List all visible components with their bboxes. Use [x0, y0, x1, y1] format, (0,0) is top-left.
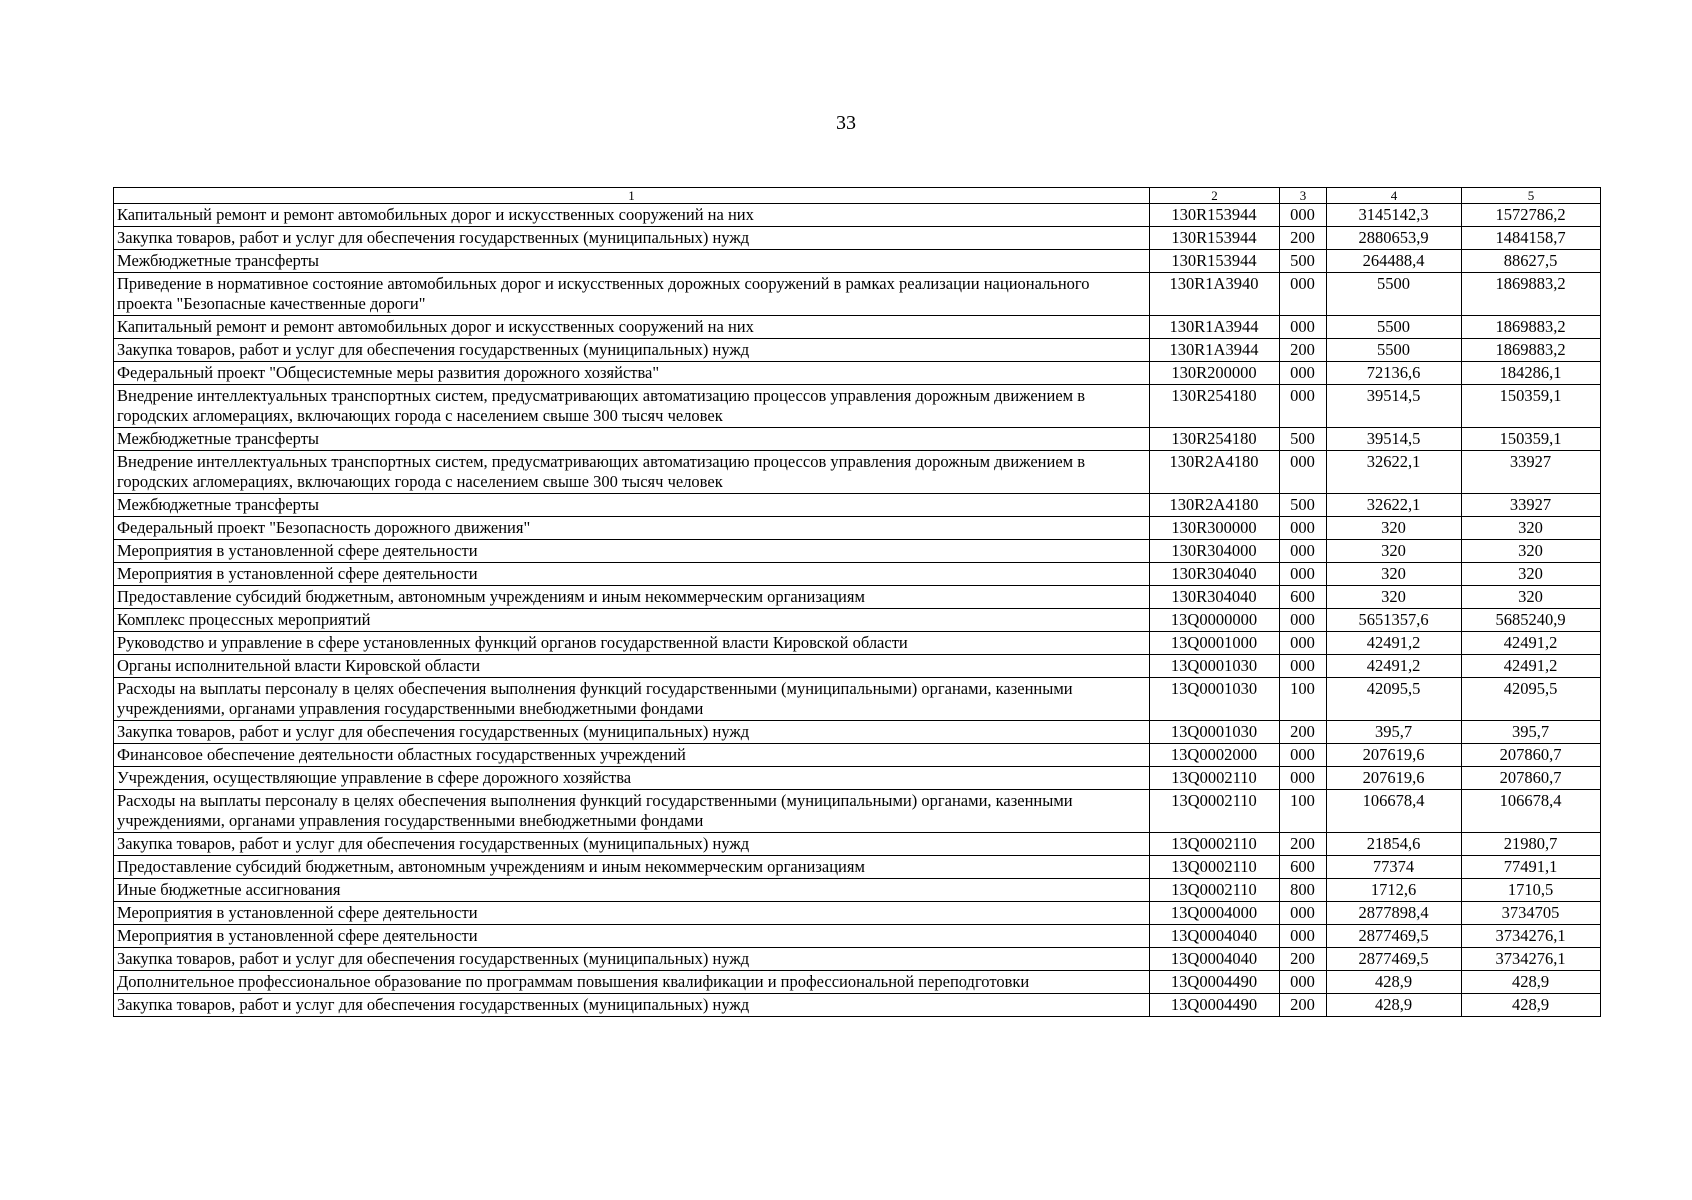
row-value-col5-cell: 3734276,1 [1462, 948, 1601, 971]
table-row [114, 385, 1601, 428]
row-name-cell: Комплекс процессных мероприятий [114, 609, 1150, 632]
row-name-cell: Мероприятия в установленной сфере деятельности [114, 925, 1150, 948]
row-value-col4-cell: 207619,6 [1327, 744, 1462, 767]
row-name-cell: Приведение в нормативное состояние автомобильных дорог и искусственных дорожных сооружений в рамках реализации национального проекта "Безопасные качественные дороги" [114, 273, 1150, 316]
row-kvr-cell: 000 [1280, 451, 1327, 494]
row-value-col5-cell: 1869883,2 [1462, 273, 1601, 316]
table-row [114, 902, 1601, 925]
table-header [114, 188, 1601, 204]
row-value-col4-cell: 428,9 [1327, 971, 1462, 994]
row-value-col4-cell: 2877469,5 [1327, 925, 1462, 948]
row-value-col4-cell: 32622,1 [1327, 494, 1462, 517]
row-code-cell: 130R1A3940 [1150, 273, 1280, 316]
row-value-col4-cell: 39514,5 [1327, 385, 1462, 428]
row-name-cell: Капитальный ремонт и ремонт автомобильных дорог и искусственных сооружений на них [114, 204, 1150, 227]
row-code-cell: 13Q0004490 [1150, 994, 1280, 1017]
row-kvr-cell: 000 [1280, 204, 1327, 227]
row-value-col4-cell: 2880653,9 [1327, 227, 1462, 250]
row-kvr-cell: 600 [1280, 586, 1327, 609]
row-value-col5-cell: 184286,1 [1462, 362, 1601, 385]
row-code-cell: 130R153944 [1150, 227, 1280, 250]
row-value-col5-cell: 1869883,2 [1462, 316, 1601, 339]
row-name-cell: Закупка товаров, работ и услуг для обеспечения государственных (муниципальных) нужд [114, 721, 1150, 744]
row-value-col4-cell: 3145142,3 [1327, 204, 1462, 227]
row-name-cell: Межбюджетные трансферты [114, 250, 1150, 273]
row-value-col5-cell: 1572786,2 [1462, 204, 1601, 227]
row-code-cell: 13Q0004000 [1150, 902, 1280, 925]
row-code-cell: 13Q0002110 [1150, 833, 1280, 856]
row-value-col5-cell: 150359,1 [1462, 385, 1601, 428]
row-value-col4-cell: 72136,6 [1327, 362, 1462, 385]
row-value-col5-cell: 320 [1462, 540, 1601, 563]
row-kvr-cell: 000 [1280, 925, 1327, 948]
row-value-col4-cell: 42095,5 [1327, 678, 1462, 721]
row-name-cell: Федеральный проект "Безопасность дорожного движения" [114, 517, 1150, 540]
row-code-cell: 13Q0004490 [1150, 971, 1280, 994]
row-name-cell: Мероприятия в установленной сфере деятельности [114, 563, 1150, 586]
table-body [114, 204, 1601, 1017]
row-value-col5-cell: 5685240,9 [1462, 609, 1601, 632]
table-row [114, 273, 1601, 316]
row-name-cell: Расходы на выплаты персоналу в целях обеспечения выполнения функций государственными (муниципальными) органами, казенными учреждениями, органами управления государственными внебюджетными фондами [114, 790, 1150, 833]
row-value-col4-cell: 320 [1327, 563, 1462, 586]
row-name-cell: Дополнительное профессиональное образование по программам повышения квалификации и профессиональной переподготовки [114, 971, 1150, 994]
row-kvr-cell: 000 [1280, 517, 1327, 540]
row-name-cell: Внедрение интеллектуальных транспортных систем, предусматривающих автоматизацию процессов управления дорожным движением в городских агломерациях, включающих города с населением свыше 300 тысяч человек [114, 451, 1150, 494]
row-value-col4-cell: 320 [1327, 540, 1462, 563]
table-row [114, 925, 1601, 948]
row-kvr-cell: 500 [1280, 428, 1327, 451]
row-value-col5-cell: 33927 [1462, 451, 1601, 494]
table-row [114, 655, 1601, 678]
row-value-col5-cell: 150359,1 [1462, 428, 1601, 451]
row-kvr-cell: 200 [1280, 339, 1327, 362]
row-kvr-cell: 600 [1280, 856, 1327, 879]
row-code-cell: 130R304000 [1150, 540, 1280, 563]
table-row [114, 721, 1601, 744]
row-value-col4-cell: 320 [1327, 517, 1462, 540]
row-value-col4-cell: 5500 [1327, 273, 1462, 316]
row-kvr-cell: 200 [1280, 227, 1327, 250]
column-header-5: 5 [1462, 188, 1601, 204]
page-number: 33 [836, 112, 856, 134]
row-kvr-cell: 500 [1280, 494, 1327, 517]
row-kvr-cell: 100 [1280, 790, 1327, 833]
row-kvr-cell: 000 [1280, 744, 1327, 767]
row-value-col4-cell: 21854,6 [1327, 833, 1462, 856]
row-code-cell: 13Q0001000 [1150, 632, 1280, 655]
row-value-col5-cell: 42491,2 [1462, 632, 1601, 655]
row-name-cell: Учреждения, осуществляющие управление в сфере дорожного хозяйства [114, 767, 1150, 790]
row-kvr-cell: 000 [1280, 767, 1327, 790]
row-code-cell: 13Q0001030 [1150, 678, 1280, 721]
row-name-cell: Закупка товаров, работ и услуг для обеспечения государственных (муниципальных) нужд [114, 948, 1150, 971]
row-code-cell: 13Q0001030 [1150, 721, 1280, 744]
row-value-col4-cell: 207619,6 [1327, 767, 1462, 790]
row-code-cell: 13Q0000000 [1150, 609, 1280, 632]
row-value-col5-cell: 106678,4 [1462, 790, 1601, 833]
table-row [114, 204, 1601, 227]
table-row [114, 879, 1601, 902]
row-kvr-cell: 000 [1280, 902, 1327, 925]
row-kvr-cell: 200 [1280, 721, 1327, 744]
row-name-cell: Внедрение интеллектуальных транспортных систем, предусматривающих автоматизацию процессов управления дорожным движением в городских агломерациях, включающих города с населением свыше 300 тысяч человек [114, 385, 1150, 428]
row-kvr-cell: 500 [1280, 250, 1327, 273]
row-kvr-cell: 000 [1280, 655, 1327, 678]
row-code-cell: 130R200000 [1150, 362, 1280, 385]
row-name-cell: Мероприятия в установленной сфере деятельности [114, 540, 1150, 563]
row-code-cell: 130R304040 [1150, 586, 1280, 609]
row-kvr-cell: 000 [1280, 563, 1327, 586]
row-code-cell: 130R2A4180 [1150, 451, 1280, 494]
row-kvr-cell: 200 [1280, 948, 1327, 971]
row-value-col5-cell: 3734705 [1462, 902, 1601, 925]
row-name-cell: Закупка товаров, работ и услуг для обеспечения государственных (муниципальных) нужд [114, 994, 1150, 1017]
row-value-col4-cell: 42491,2 [1327, 632, 1462, 655]
row-value-col4-cell: 106678,4 [1327, 790, 1462, 833]
row-name-cell: Закупка товаров, работ и услуг для обеспечения государственных (муниципальных) нужд [114, 833, 1150, 856]
table-row [114, 517, 1601, 540]
table-row [114, 540, 1601, 563]
row-code-cell: 130R300000 [1150, 517, 1280, 540]
row-value-col4-cell: 2877469,5 [1327, 948, 1462, 971]
row-code-cell: 13Q0001030 [1150, 655, 1280, 678]
table-row [114, 632, 1601, 655]
row-kvr-cell: 000 [1280, 632, 1327, 655]
row-code-cell: 130R1A3944 [1150, 339, 1280, 362]
row-code-cell: 13Q0002000 [1150, 744, 1280, 767]
table-row [114, 744, 1601, 767]
table-row [114, 428, 1601, 451]
row-kvr-cell: 100 [1280, 678, 1327, 721]
table-row [114, 339, 1601, 362]
column-header-1: 1 [114, 188, 1150, 204]
row-value-col4-cell: 32622,1 [1327, 451, 1462, 494]
row-code-cell: 13Q0004040 [1150, 948, 1280, 971]
row-name-cell: Федеральный проект "Общесистемные меры развития дорожного хозяйства" [114, 362, 1150, 385]
column-header-2: 2 [1150, 188, 1280, 204]
row-name-cell: Межбюджетные трансферты [114, 428, 1150, 451]
row-value-col5-cell: 320 [1462, 517, 1601, 540]
row-name-cell: Закупка товаров, работ и услуг для обеспечения государственных (муниципальных) нужд [114, 227, 1150, 250]
budget-table [113, 187, 1601, 1017]
row-kvr-cell: 200 [1280, 833, 1327, 856]
row-name-cell: Предоставление субсидий бюджетным, автономным учреждениям и иным некоммерческим организациям [114, 586, 1150, 609]
row-code-cell: 13Q0002110 [1150, 767, 1280, 790]
row-value-col5-cell: 42491,2 [1462, 655, 1601, 678]
table-row [114, 563, 1601, 586]
row-name-cell: Финансовое обеспечение деятельности областных государственных учреждений [114, 744, 1150, 767]
table-row [114, 362, 1601, 385]
row-value-col5-cell: 207860,7 [1462, 744, 1601, 767]
row-kvr-cell: 000 [1280, 316, 1327, 339]
row-kvr-cell: 200 [1280, 994, 1327, 1017]
table-row [114, 971, 1601, 994]
row-name-cell: Органы исполнительной власти Кировской области [114, 655, 1150, 678]
row-value-col4-cell: 77374 [1327, 856, 1462, 879]
row-value-col5-cell: 42095,5 [1462, 678, 1601, 721]
row-value-col4-cell: 42491,2 [1327, 655, 1462, 678]
row-value-col4-cell: 1712,6 [1327, 879, 1462, 902]
row-value-col4-cell: 5500 [1327, 316, 1462, 339]
row-value-col5-cell: 207860,7 [1462, 767, 1601, 790]
row-kvr-cell: 800 [1280, 879, 1327, 902]
row-value-col5-cell: 88627,5 [1462, 250, 1601, 273]
row-name-cell: Мероприятия в установленной сфере деятельности [114, 902, 1150, 925]
row-value-col4-cell: 428,9 [1327, 994, 1462, 1017]
row-value-col4-cell: 5651357,6 [1327, 609, 1462, 632]
row-kvr-cell: 000 [1280, 273, 1327, 316]
row-value-col4-cell: 5500 [1327, 339, 1462, 362]
row-kvr-cell: 000 [1280, 540, 1327, 563]
table-row [114, 678, 1601, 721]
row-value-col5-cell: 320 [1462, 586, 1601, 609]
row-value-col5-cell: 1484158,7 [1462, 227, 1601, 250]
row-value-col4-cell: 320 [1327, 586, 1462, 609]
column-header-3: 3 [1280, 188, 1327, 204]
table-row [114, 948, 1601, 971]
row-code-cell: 13Q0002110 [1150, 856, 1280, 879]
row-value-col5-cell: 428,9 [1462, 971, 1601, 994]
row-code-cell: 13Q0002110 [1150, 790, 1280, 833]
row-code-cell: 130R304040 [1150, 563, 1280, 586]
row-code-cell: 13Q0004040 [1150, 925, 1280, 948]
table-row [114, 994, 1601, 1017]
row-code-cell: 130R153944 [1150, 204, 1280, 227]
row-kvr-cell: 000 [1280, 609, 1327, 632]
row-value-col5-cell: 395,7 [1462, 721, 1601, 744]
row-value-col5-cell: 320 [1462, 563, 1601, 586]
row-name-cell: Иные бюджетные ассигнования [114, 879, 1150, 902]
table-row [114, 494, 1601, 517]
row-kvr-cell: 000 [1280, 385, 1327, 428]
row-value-col5-cell: 428,9 [1462, 994, 1601, 1017]
table-row [114, 451, 1601, 494]
row-name-cell: Руководство и управление в сфере установленных функций органов государственной власти Кировской области [114, 632, 1150, 655]
table-row [114, 833, 1601, 856]
row-code-cell: 130R254180 [1150, 385, 1280, 428]
row-value-col4-cell: 39514,5 [1327, 428, 1462, 451]
row-code-cell: 130R1A3944 [1150, 316, 1280, 339]
row-value-col4-cell: 395,7 [1327, 721, 1462, 744]
table-row [114, 609, 1601, 632]
row-kvr-cell: 000 [1280, 971, 1327, 994]
row-name-cell: Расходы на выплаты персоналу в целях обеспечения выполнения функций государственными (муниципальными) органами, казенными учреждениями, органами управления государственными внебюджетными фондами [114, 678, 1150, 721]
header-row [114, 188, 1601, 204]
row-code-cell: 130R254180 [1150, 428, 1280, 451]
table-row [114, 250, 1601, 273]
row-value-col5-cell: 1869883,2 [1462, 339, 1601, 362]
row-value-col4-cell: 264488,4 [1327, 250, 1462, 273]
row-name-cell: Межбюджетные трансферты [114, 494, 1150, 517]
row-value-col5-cell: 3734276,1 [1462, 925, 1601, 948]
row-code-cell: 13Q0002110 [1150, 879, 1280, 902]
row-value-col5-cell: 77491,1 [1462, 856, 1601, 879]
table-row [114, 767, 1601, 790]
row-value-col5-cell: 1710,5 [1462, 879, 1601, 902]
table-row [114, 790, 1601, 833]
table-row [114, 227, 1601, 250]
row-value-col5-cell: 33927 [1462, 494, 1601, 517]
row-name-cell: Капитальный ремонт и ремонт автомобильных дорог и искусственных сооружений на них [114, 316, 1150, 339]
table-row [114, 586, 1601, 609]
table-row [114, 316, 1601, 339]
row-name-cell: Предоставление субсидий бюджетным, автономным учреждениям и иным некоммерческим организациям [114, 856, 1150, 879]
row-name-cell: Закупка товаров, работ и услуг для обеспечения государственных (муниципальных) нужд [114, 339, 1150, 362]
row-code-cell: 130R2A4180 [1150, 494, 1280, 517]
row-value-col4-cell: 2877898,4 [1327, 902, 1462, 925]
row-code-cell: 130R153944 [1150, 250, 1280, 273]
table-row [114, 856, 1601, 879]
row-value-col5-cell: 21980,7 [1462, 833, 1601, 856]
row-kvr-cell: 000 [1280, 362, 1327, 385]
column-header-4: 4 [1327, 188, 1462, 204]
